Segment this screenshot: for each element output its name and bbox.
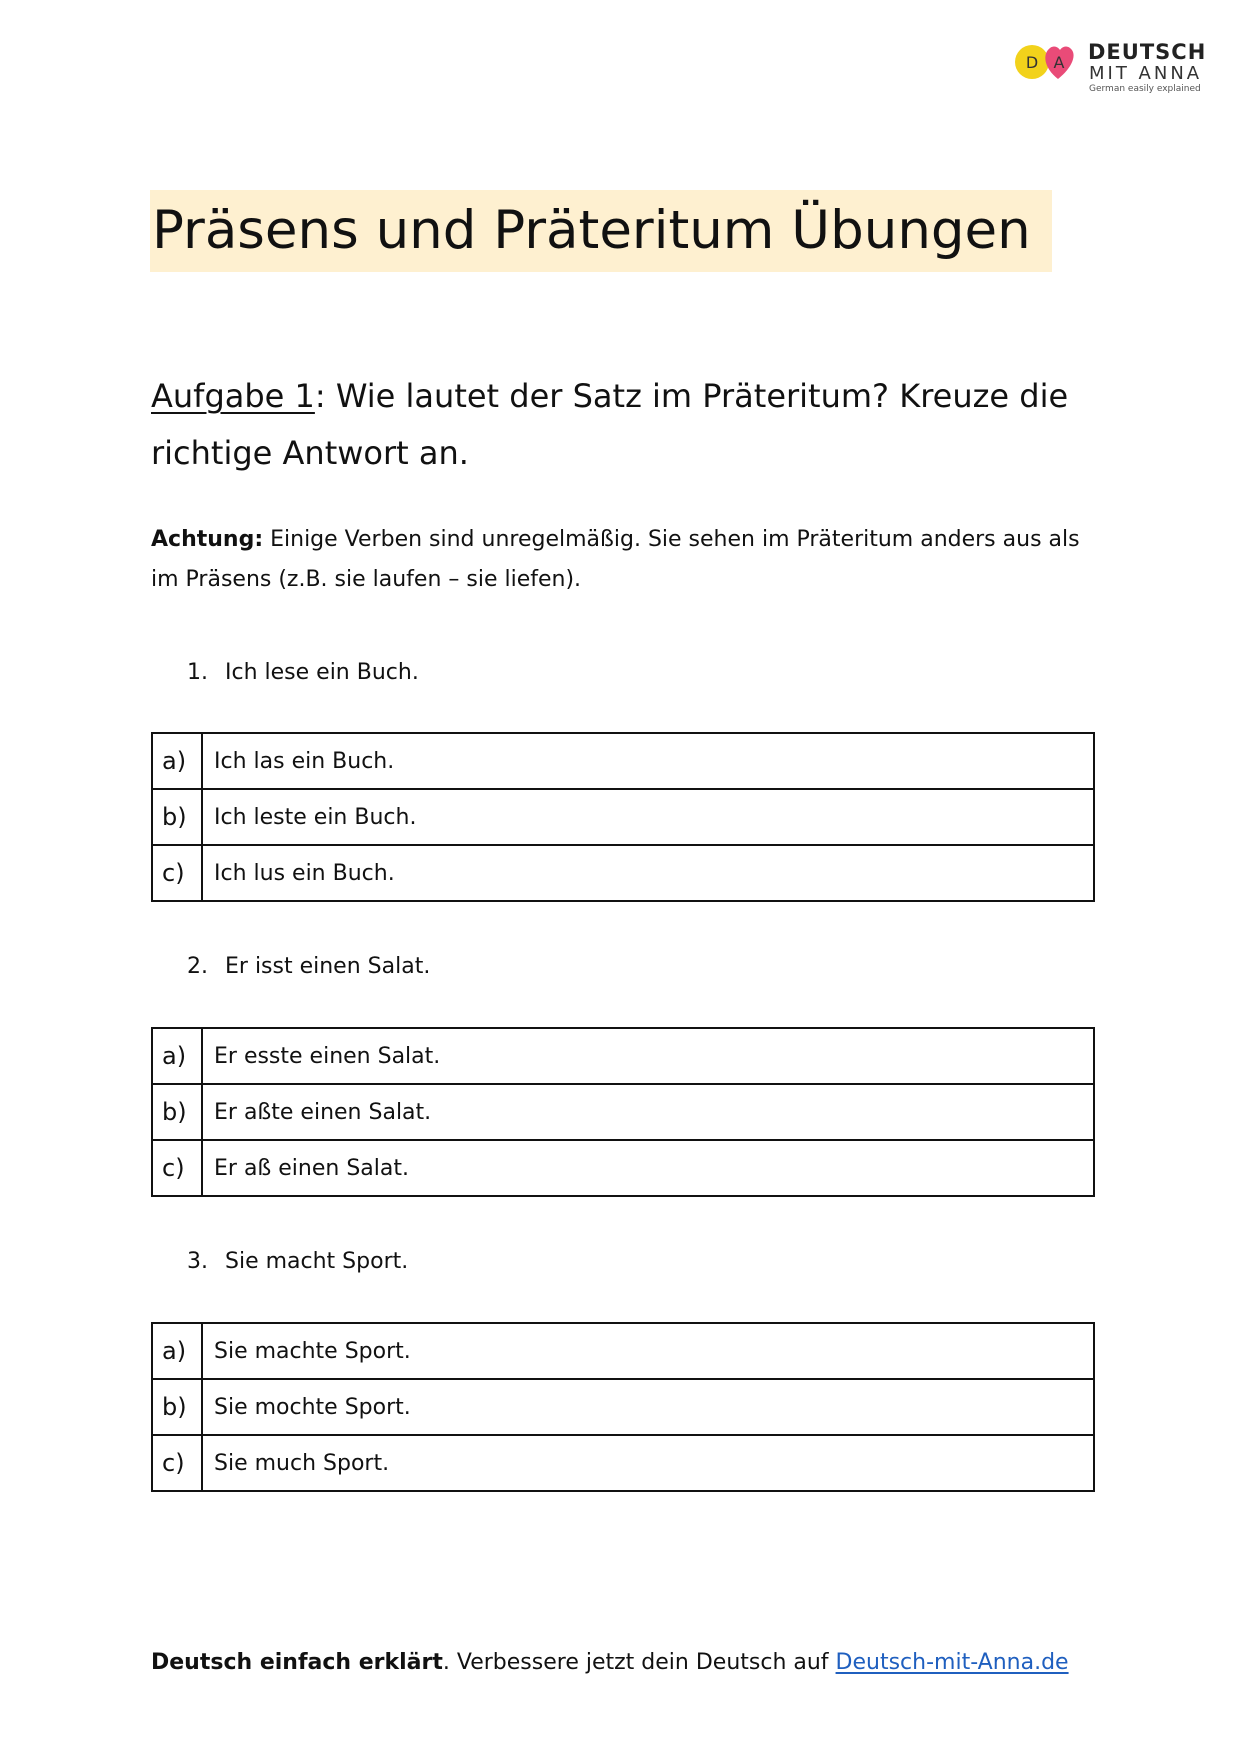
option-letter: b) xyxy=(152,789,202,845)
logo-letter-a: A xyxy=(1053,53,1065,72)
question-1 xyxy=(187,660,419,685)
note-paragraph xyxy=(151,520,1091,600)
option-text: Ich las ein Buch. xyxy=(202,733,1094,789)
logo-line-deutsch: DEUTSCH xyxy=(1088,40,1207,64)
option-letter: b) xyxy=(152,1379,202,1435)
option-text: Sie machte Sport. xyxy=(202,1323,1094,1379)
option-text: Er esste einen Salat. xyxy=(202,1028,1094,1084)
footer-bold: Deutsch einfach erklärt xyxy=(151,1650,443,1675)
option-text: Ich lus ein Buch. xyxy=(202,845,1094,901)
option-letter: a) xyxy=(152,733,202,789)
option-text: Ich leste ein Buch. xyxy=(202,789,1094,845)
option-row[interactable] xyxy=(152,1140,1094,1196)
option-letter: c) xyxy=(152,845,202,901)
task-instruction xyxy=(151,368,1091,482)
logo-line-mit-anna: MIT ANNA xyxy=(1089,63,1203,84)
option-letter: a) xyxy=(152,1323,202,1379)
page-title: Präsens und Präteritum Übungen xyxy=(150,190,1052,272)
brand-logo xyxy=(1010,40,1210,100)
options-table-1 xyxy=(151,732,1095,902)
option-row[interactable] xyxy=(152,1323,1094,1379)
option-letter: a) xyxy=(152,1028,202,1084)
option-row[interactable] xyxy=(152,1084,1094,1140)
option-row[interactable] xyxy=(152,789,1094,845)
question-number: 2. xyxy=(187,954,208,979)
logo-tagline: German easily explained xyxy=(1089,84,1201,94)
option-row[interactable] xyxy=(152,1435,1094,1491)
option-row[interactable] xyxy=(152,733,1094,789)
question-3 xyxy=(187,1249,408,1274)
options-table-2 xyxy=(151,1027,1095,1197)
logo-letter-d: D xyxy=(1025,53,1039,72)
option-letter: c) xyxy=(152,1435,202,1491)
question-sentence: Er isst einen Salat. xyxy=(225,954,431,979)
question-sentence: Ich lese ein Buch. xyxy=(225,660,419,685)
note-label: Achtung: xyxy=(151,527,264,552)
option-row[interactable] xyxy=(152,1379,1094,1435)
footer-text: . Verbessere jetzt dein Deutsch auf xyxy=(442,1650,836,1675)
options-table-3 xyxy=(151,1322,1095,1492)
option-text: Er aßte einen Salat. xyxy=(202,1084,1094,1140)
question-number: 3. xyxy=(187,1249,208,1274)
task-text: : Wie lautet der Satz im Präteritum? Kreuze die richtige Antwort an. xyxy=(151,377,1069,472)
option-letter: c) xyxy=(152,1140,202,1196)
option-text: Sie mochte Sport. xyxy=(202,1379,1094,1435)
task-label: Aufgabe 1 xyxy=(151,377,315,415)
question-sentence: Sie macht Sport. xyxy=(225,1249,409,1274)
footer xyxy=(151,1650,1069,1675)
option-text: Er aß einen Salat. xyxy=(202,1140,1094,1196)
footer-link[interactable]: Deutsch-mit-Anna.de xyxy=(835,1650,1069,1675)
option-text: Sie much Sport. xyxy=(202,1435,1094,1491)
option-row[interactable] xyxy=(152,845,1094,901)
logo-mark-icon xyxy=(1010,40,1090,100)
option-letter: b) xyxy=(152,1084,202,1140)
option-row[interactable] xyxy=(152,1028,1094,1084)
note-text: Einige Verben sind unregelmäßig. Sie sehen im Präteritum anders aus als im Präsens (z.B. sie laufen – sie liefen). xyxy=(151,527,1080,592)
question-2 xyxy=(187,954,430,979)
question-number: 1. xyxy=(187,660,208,685)
